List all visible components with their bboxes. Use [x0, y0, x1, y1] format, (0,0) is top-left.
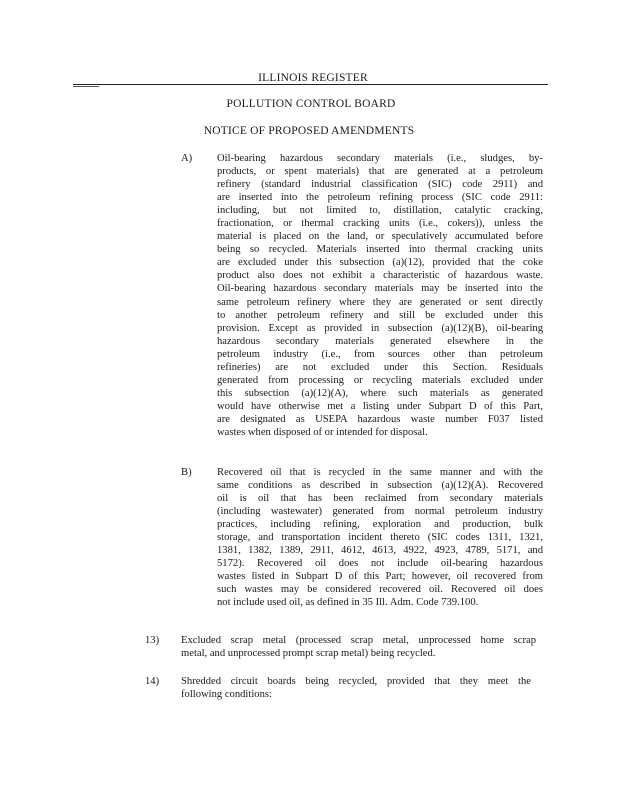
text-line: following conditions: [181, 689, 272, 701]
text-line: oil is oil that has been reclaimed from secondary materials [217, 493, 543, 505]
text-line: 1381, 1382, 1389, 2911, 4612, 4613, 4922, 4923, 4789, 5171, and [217, 545, 543, 557]
text-line: Shredded circuit boards being recycled, provided that they meet the [181, 676, 531, 687]
item-marker-b: B) [181, 467, 192, 478]
header-rule-tick [73, 86, 99, 87]
text-line: Recovered oil that is recycled in the same manner and with the [217, 467, 543, 478]
text-line: 5172). Recovered oil does not include oil-bearing hazardous [217, 558, 543, 570]
text-line: material is placed on the land, or speculatively accumulated before [217, 231, 543, 243]
header-rule [73, 84, 548, 85]
register-title: ILLINOIS REGISTER [258, 72, 368, 84]
text-line: product also does not exhibit a characteristic of hazardous waste. [217, 270, 543, 282]
text-line: products, or spent materials) that are generated at a petroleum [217, 166, 543, 178]
text-line: this subsection (a)(12)(A), where such materials as generated [217, 387, 543, 399]
item-marker-13: 13) [145, 635, 160, 646]
item-marker-a: A) [181, 153, 193, 164]
item-marker-14: 14) [145, 676, 160, 687]
text-line: hazardous secondary materials generated elsewhere in the [217, 335, 543, 347]
text-line: such wastes may be considered recovered oil. Recovered oil does [217, 584, 543, 596]
text-line: not include used oil, as defined in 35 Ill. Adm. Code 739.100. [217, 597, 479, 609]
board-title: POLLUTION CONTROL BOARD [226, 98, 396, 110]
text-line: wastes listed in Subpart D of this Part; however, oil recovered from [217, 571, 543, 583]
text-line: are designated as USEPA hazardous waste number F037 listed [217, 413, 543, 425]
text-line: generated from processing or recycling materials excluded under [217, 374, 543, 386]
text-line: are excluded under this subsection (a)(12), provided that the coke [217, 257, 543, 269]
text-line: Excluded scrap metal (processed scrap metal, unprocessed home scrap [181, 635, 536, 646]
paragraph-13 [181, 634, 536, 660]
text-line: same petroleum refinery where they are generated or sent directly [217, 296, 543, 308]
paragraph-14 [181, 675, 531, 701]
text-line: refineries) are not excluded under this Section. Residuals [217, 361, 543, 373]
text-line: are inserted into the petroleum refining process (SIC code 2911: [217, 192, 543, 204]
paragraph-a [217, 152, 543, 439]
text-line: refinery (standard industrial classification (SIC) code 2911) and [217, 179, 543, 191]
text-line: provision. Except as provided in subsection (a)(12)(B), oil-bearing [217, 322, 543, 334]
text-line: storage, and transportation incident thereto (SIC codes 1311, 1321, [217, 532, 543, 544]
paragraph-b [217, 466, 543, 610]
text-line: practices, including refining, exploration and production, bulk [217, 519, 543, 531]
notice-title: NOTICE OF PROPOSED AMENDMENTS [203, 125, 415, 137]
text-line: metal, and unprocessed prompt scrap metal) being recycled. [181, 648, 436, 660]
text-line: (including wastewater) generated from normal petroleum industry [217, 506, 543, 518]
text-line: same conditions as described in subsection (a)(12)(A). Recovered [217, 480, 543, 492]
text-line: petroleum industry (i.e., from sources other than petroleum [217, 348, 543, 360]
text-line: Oil-bearing hazardous secondary materials may be inserted into the [217, 283, 543, 295]
text-line: fractionation, or thermal cracking units (i.e., cokers)), unless the [217, 218, 543, 230]
text-line: to another petroleum refinery and still be excluded under this [217, 309, 543, 321]
text-line: including, but not limited to, distillation, catalytic cracking, [217, 205, 543, 217]
text-line: would have otherwise met a listing under Subpart D of this Part, [217, 400, 543, 412]
text-line: Oil-bearing hazardous secondary materials (i.e., sludges, by- [217, 153, 543, 164]
text-line: being so recycled. Materials inserted into thermal cracking units [217, 244, 543, 256]
text-line: wastes when disposed of or intended for disposal. [217, 426, 428, 438]
